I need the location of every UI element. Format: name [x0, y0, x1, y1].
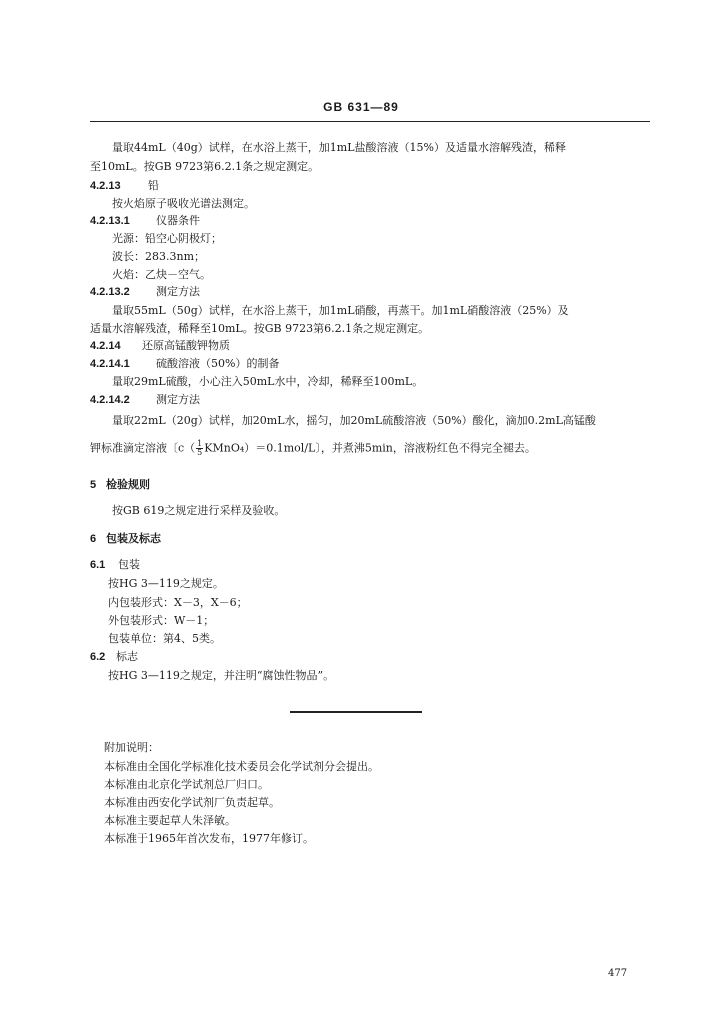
section-number: 6: [90, 533, 97, 545]
section-title: 测定方法: [156, 393, 200, 406]
section-number: 6.2: [90, 651, 106, 663]
header-divider: [90, 121, 650, 122]
paragraph-line: 包装单位：第4、5类。: [108, 632, 221, 645]
paragraph-line: 外包装形式：W－1；: [108, 614, 215, 627]
paragraph-line: 波长：283.3nm；: [112, 250, 206, 263]
section-number: 4.2.13.1: [90, 215, 130, 227]
paragraph-line: 量取29mL硫酸，小心注入50mL水中，冷却，稀释至100mL。: [112, 375, 424, 388]
paragraph-line: 按GB 619之规定进行采样及验收。: [112, 504, 286, 517]
section-title: 标志: [116, 650, 138, 663]
closing-divider: [290, 711, 422, 713]
fraction: [196, 440, 203, 457]
note-heading: 附加说明：: [104, 741, 159, 754]
section-number: 6.1: [90, 559, 106, 571]
paragraph-line: 至10mL。按GB 9723第6.2.1条之规定测定。: [90, 160, 320, 173]
formula-line: [90, 440, 536, 457]
paragraph-line: 量取55mL（50g）试样，在水浴上蒸干，加1mL硝酸，再蒸干。加1mL硝酸溶液（25%）及: [112, 304, 569, 317]
section-title: 测定方法: [156, 285, 200, 298]
section-title: 包装及标志: [106, 533, 161, 545]
standard-code-header: GB 631—89: [323, 100, 399, 114]
section-title: 硫酸溶液（50%）的制备: [156, 357, 280, 370]
paragraph-line: 按HG 3—119之规定。: [108, 577, 224, 590]
note-line: 本标准于1965年首次发布，1977年修订。: [104, 832, 314, 845]
section-title: 还原高锰酸钾物质: [142, 339, 230, 352]
page-number: 477: [608, 968, 628, 979]
section-number: 4.2.14.2: [90, 394, 130, 406]
section-number: 4.2.14.1: [90, 358, 130, 370]
section-number: 4.2.14: [90, 340, 121, 352]
note-line: 本标准由全国化学标准化技术委员会化学试剂分会提出。: [104, 760, 379, 773]
formula-text-start: 钾标准滴定溶液〔c（: [90, 441, 196, 455]
paragraph-line: 量取22mL（20g）试样，加20mL水，摇匀，加20mL硫酸溶液（50%）酸化，滴加0.2mL高锰酸: [112, 414, 596, 427]
section-number: 4.2.13: [90, 180, 121, 192]
paragraph-line: 量取44mL（40g）试样，在水浴上蒸干，加1mL盐酸溶液（15%）及适量水溶解残渣，稀释: [112, 141, 566, 154]
fraction-numerator: 1: [197, 439, 203, 448]
section-title: 检验规则: [106, 479, 150, 491]
section-number: 5: [90, 479, 97, 491]
section-title: 仪器条件: [156, 214, 200, 227]
section-number: 4.2.13.2: [90, 286, 130, 298]
paragraph-line: 按HG 3—119之规定，并注明“腐蚀性物品”。: [108, 669, 335, 682]
fraction-denominator: 5: [197, 448, 203, 457]
formula-text-end: KMnO₄）＝0.1mol/L〕，并煮沸5min，溶液粉红色不得完全褪去。: [204, 441, 536, 455]
note-line: 本标准由西安化学试剂厂负责起草。: [104, 796, 280, 809]
paragraph-line: 内包装形式：X－3，X－6；: [108, 596, 248, 609]
paragraph-line: 光源：铅空心阴极灯；: [112, 232, 222, 245]
note-line: 本标准主要起草人朱泽敏。: [104, 814, 236, 827]
section-title: 铅: [148, 179, 159, 192]
paragraph-line: 按火焰原子吸收光谱法测定。: [112, 197, 255, 210]
paragraph-line: 适量水溶解残渣，稀释至10mL。按GB 9723第6.2.1条之规定测定。: [90, 322, 430, 335]
section-title: 包装: [118, 558, 140, 571]
note-line: 本标准由北京化学试剂总厂归口。: [104, 778, 269, 791]
paragraph-line: 火焰：乙炔－空气。: [112, 268, 211, 281]
